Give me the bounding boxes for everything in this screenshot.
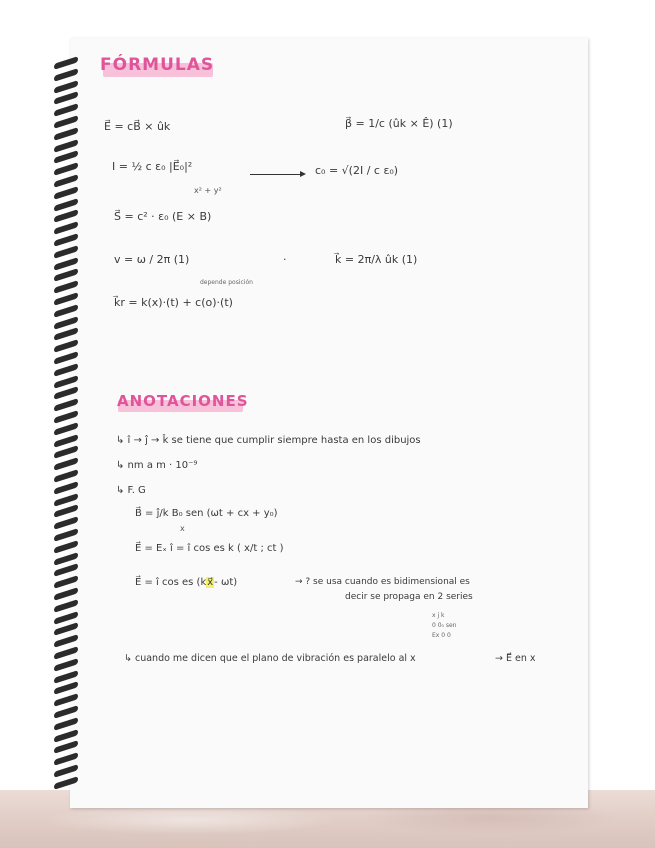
bidimensional-note: → ? se usa cuando es bidimensional es bbox=[295, 577, 470, 587]
arrow-icon bbox=[300, 171, 306, 177]
spiral-ring bbox=[54, 646, 78, 660]
spiral-ring bbox=[54, 115, 78, 129]
spiral-ring bbox=[54, 127, 78, 141]
arrow-line bbox=[250, 174, 302, 175]
spiral-ring bbox=[54, 363, 78, 377]
kr-formula: k⃗r = k(x)·(t) + c(o)·(t) bbox=[114, 296, 233, 309]
annotations-heading: ANOTACIONES bbox=[117, 392, 249, 410]
spiral-ring bbox=[54, 304, 78, 318]
bidimensional-note-2: decir se propaga en 2 series bbox=[345, 592, 473, 602]
e-complex-part-a: E⃗ = î cos es (k bbox=[135, 577, 207, 588]
poynting-formula: S⃗ = c² · ε₀ (E × B) bbox=[114, 210, 212, 223]
spiral-ring bbox=[54, 658, 78, 672]
spiral-ring bbox=[54, 351, 78, 365]
b-field-formula: β⃗ = 1/c (ûk × Ê) (1) bbox=[345, 117, 453, 130]
spiral-ring bbox=[54, 776, 78, 790]
spiral-ring bbox=[54, 410, 78, 424]
spiral-ring bbox=[54, 705, 78, 719]
formulas-heading: FÓRMULAS bbox=[100, 55, 215, 75]
e-complex-part-b: - ωt) bbox=[214, 577, 238, 588]
spiral-ring bbox=[54, 528, 78, 542]
b-vector-formula: B⃗ = ĵ/k B₀ sen (ωt + cx + y₀) bbox=[135, 508, 278, 519]
e-vector-formula: E⃗ = Eₓ î = î cos es k ( x/t ; ct ) bbox=[135, 543, 284, 554]
annotation-last-result: → E⃗ en x bbox=[495, 653, 536, 664]
spiral-ring bbox=[54, 292, 78, 306]
intensity-formula: I = ½ c ε₀ |E⃗₀|² bbox=[112, 160, 193, 173]
separator-dot: · bbox=[283, 253, 287, 266]
spiral-binding bbox=[54, 60, 80, 800]
spiral-ring bbox=[54, 587, 78, 601]
spiral-ring bbox=[54, 469, 78, 483]
spiral-ring bbox=[54, 481, 78, 495]
depends-note: depende posición bbox=[200, 279, 253, 286]
spiral-ring bbox=[54, 68, 78, 82]
spiral-ring bbox=[54, 174, 78, 188]
annotation-line-3: ↳ F. G bbox=[116, 485, 146, 496]
matrix-row-1: x j k bbox=[432, 612, 445, 619]
velocity-formula: v = ω / 2π (1) bbox=[114, 253, 190, 266]
notebook-page bbox=[70, 38, 588, 808]
yellow-highlight: x⃗ bbox=[207, 577, 214, 588]
intensity-subscript: x² + y² bbox=[194, 186, 222, 195]
spiral-ring bbox=[54, 599, 78, 613]
spiral-ring bbox=[54, 422, 78, 436]
fabric-fold bbox=[40, 805, 340, 835]
wave-vector-formula: k⃗ = 2π/λ ûk (1) bbox=[335, 253, 418, 266]
annotation-last-line: ↳ cuando me dicen que el plano de vibración es paralelo al x bbox=[124, 653, 416, 664]
matrix-row-3: Ex 0 0 bbox=[432, 632, 451, 639]
c-value-formula: c₀ = √(2I / c ε₀) bbox=[315, 164, 399, 177]
spiral-ring bbox=[54, 186, 78, 200]
spiral-ring bbox=[54, 540, 78, 554]
b-vector-subscript: x bbox=[180, 524, 185, 533]
spiral-ring bbox=[54, 764, 78, 778]
e-field-formula: E⃗ = cB⃗ × ûk bbox=[104, 120, 171, 133]
spiral-ring bbox=[54, 233, 78, 247]
matrix-row-2: 0 0₀ sen bbox=[432, 622, 457, 629]
annotation-line-2: ↳ nm a m · 10⁻⁹ bbox=[116, 460, 198, 471]
spiral-ring bbox=[54, 245, 78, 259]
annotation-line-1: ↳ î → ĵ → k̂ se tiene que cumplir siempre hasta en los dibujos bbox=[116, 435, 421, 446]
spiral-ring bbox=[54, 717, 78, 731]
e-complex-formula bbox=[135, 577, 237, 588]
spiral-ring bbox=[54, 56, 78, 70]
